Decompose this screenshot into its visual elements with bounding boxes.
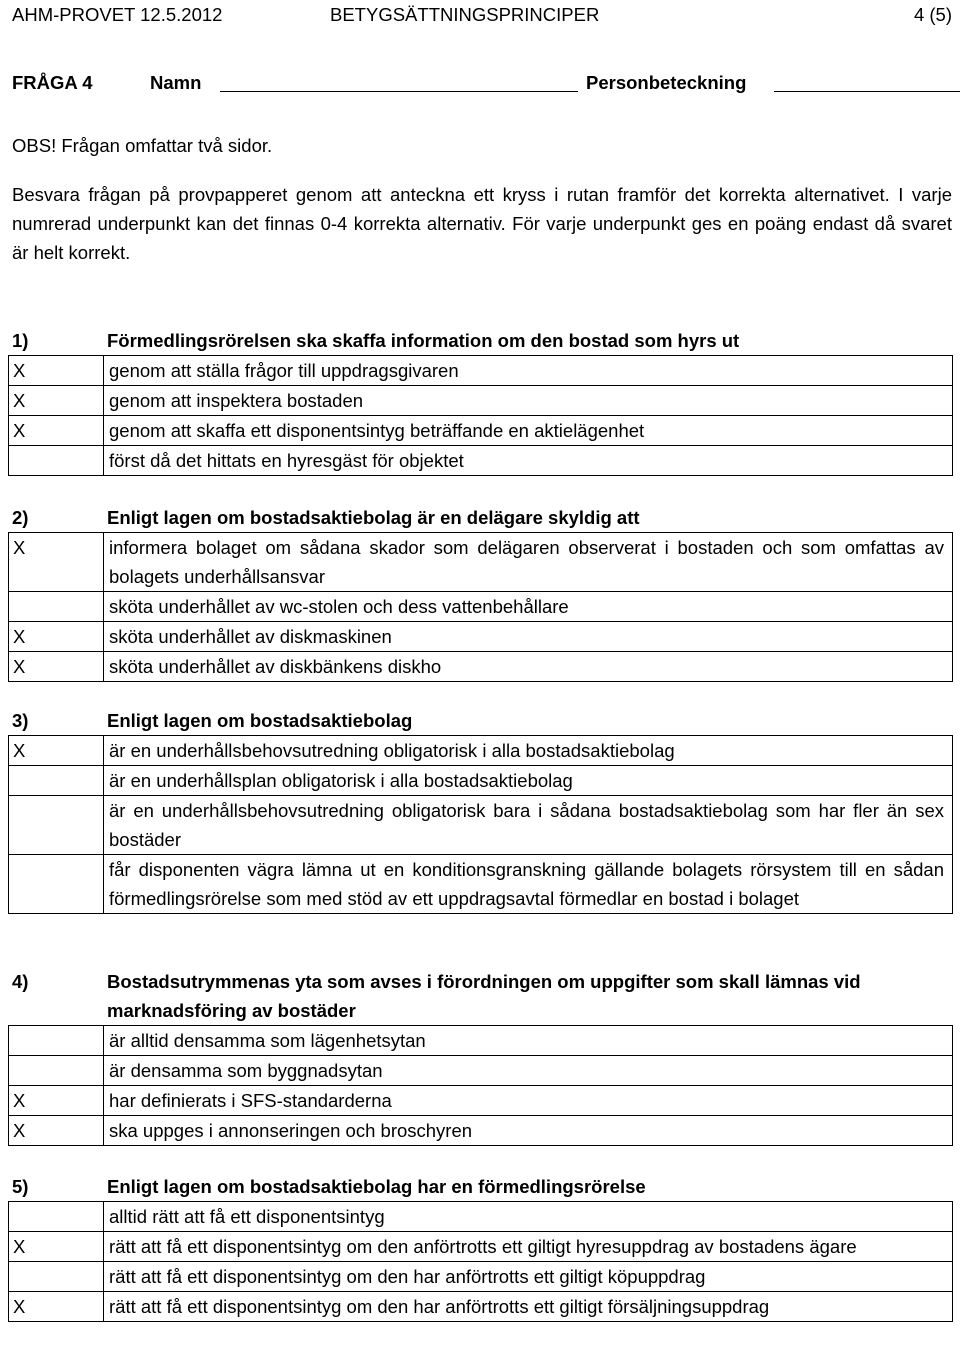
option-row [9,416,953,446]
option-text: ska uppges i annonseringen och broschyren [104,1116,953,1146]
options-table [8,1025,953,1146]
id-field-line[interactable] [774,91,960,92]
option-text: informera bolaget om sådana skador som delägaren observerat i bostaden och som omfattas av bolagets underhållsansvar [104,533,953,592]
answer-checkbox[interactable]: X [9,1116,104,1146]
option-text: är en underhållsbehovsutredning obligatorisk i alla bostadsaktiebolag [104,736,953,766]
option-row [9,386,953,416]
option-row [9,855,953,914]
answer-checkbox[interactable]: X [9,533,104,592]
option-row [9,1086,953,1116]
option-row [9,1116,953,1146]
question-text: Förmedlingsrörelsen ska skaffa information om den bostad som hyrs ut [107,330,740,351]
answer-checkbox[interactable] [9,592,104,622]
question-text: Enligt lagen om bostadsaktiebolag är en delägare skyldig att [107,507,640,528]
answer-checkbox[interactable]: X [9,1232,104,1262]
option-row [9,1232,953,1262]
option-text: sköta underhållet av diskbänkens diskho [104,652,953,682]
answer-checkbox[interactable] [9,1056,104,1086]
option-row [9,1026,953,1056]
question-title [12,503,956,532]
answer-checkbox[interactable] [9,1262,104,1292]
answer-checkbox[interactable] [9,446,104,476]
answer-checkbox[interactable] [9,1026,104,1056]
id-label: Personbeteckning [586,72,747,93]
option-text: genom att skaffa ett disponentsintyg beträffande en aktielägenhet [104,416,953,446]
options-table [8,532,953,682]
option-text: sköta underhållet av wc-stolen och dess vattenbehållare [104,592,953,622]
instructions [12,180,952,267]
option-row [9,1262,953,1292]
question-item-number: 4) [12,971,29,992]
question-block [12,326,956,476]
question-number: FRÅGA 4 [12,72,93,93]
option-text: får disponenten vägra lämna ut en konditionsgranskning gällande bolagets rörsystem till en sådan förmedlingsrörelse som med stöd av ett uppdragsavtal förmedlar en bostad i bolaget [104,855,953,914]
answer-checkbox[interactable]: X [9,1086,104,1116]
answer-checkbox[interactable]: X [9,736,104,766]
answer-checkbox[interactable]: X [9,356,104,386]
option-text: är densamma som byggnadsytan [104,1056,953,1086]
question-text: Bostadsutrymmenas yta som avses i förordningen om uppgifter som skall lämnas vid marknadsföring av bostäder [107,971,861,1021]
option-text: har definierats i SFS-standarderna [104,1086,953,1116]
name-field-line[interactable] [220,91,578,92]
option-text: är alltid densamma som lägenhetsytan [104,1026,953,1056]
option-row [9,446,953,476]
question-title [12,326,956,355]
question-block [12,1172,956,1322]
question-title [12,706,956,735]
obs-note: OBS! Frågan omfattar två sidor. [12,135,273,156]
option-text: sköta underhållet av diskmaskinen [104,622,953,652]
option-text: genom att inspektera bostaden [104,386,953,416]
option-text: rätt att få ett disponentsintyg om den har anförtrotts ett giltigt köpuppdrag [104,1262,953,1292]
option-row [9,766,953,796]
question-block [12,967,956,1146]
answer-checkbox[interactable]: X [9,652,104,682]
answer-checkbox[interactable]: X [9,622,104,652]
question-item-number: 3) [12,710,29,731]
question-item-number: 5) [12,1176,29,1197]
question-block [12,706,956,914]
option-row [9,533,953,592]
question-text: Enligt lagen om bostadsaktiebolag har en förmedlingsrörelse [107,1176,646,1197]
option-text: alltid rätt att få ett disponentsintyg [104,1202,953,1232]
option-row [9,592,953,622]
options-table [8,355,953,476]
page-header [12,0,952,29]
answer-checkbox[interactable] [9,766,104,796]
option-text: genom att ställa frågor till uppdragsgivaren [104,356,953,386]
question-item-number: 2) [12,507,29,528]
option-row [9,1056,953,1086]
question-text: Enligt lagen om bostadsaktiebolag [107,710,413,731]
question-title [12,1172,956,1201]
option-row [9,622,953,652]
instructions-text: Besvara frågan på provpapperet genom att anteckna ett kryss i rutan framför det korrekta alternativet. I varje numrerad underpunkt kan det finnas 0-4 korrekta alternativ. För varje underpunkt ges en poäng endast då svaret är helt korrekt. [12,184,952,263]
option-row [9,356,953,386]
answer-checkbox[interactable]: X [9,1292,104,1322]
option-row [9,652,953,682]
option-text: är en underhållsbehovsutredning obligatorisk bara i sådana bostadsaktiebolag som har fler än sex bostäder [104,796,953,855]
option-text: rätt att få ett disponentsintyg om den har anförtrotts ett giltigt försäljningsuppdrag [104,1292,953,1322]
option-row [9,1202,953,1232]
answer-checkbox[interactable]: X [9,386,104,416]
option-text: är en underhållsplan obligatorisk i alla bostadsaktiebolag [104,766,953,796]
option-text: rätt att få ett disponentsintyg om den anförtrotts ett giltigt hyresuppdrag av bostadens ägare [104,1232,953,1262]
answer-checkbox[interactable] [9,796,104,855]
name-label: Namn [150,72,202,93]
question-item-number: 1) [12,330,29,351]
option-row [9,1292,953,1322]
answer-checkbox[interactable] [9,855,104,914]
answer-checkbox[interactable] [9,1202,104,1232]
question-title [12,967,956,1025]
option-text: först då det hittats en hyresgäst för objektet [104,446,953,476]
question-block [12,503,956,682]
page-number: 4 (5) [913,4,952,25]
options-table [8,735,953,914]
exam-name: AHM-PROVET 12.5.2012 [12,4,223,25]
option-row [9,796,953,855]
option-row [9,736,953,766]
answer-checkbox[interactable]: X [9,416,104,446]
section-title: BETYGSÄTTNINGSPRINCIPER [330,4,600,25]
options-table [8,1201,953,1322]
